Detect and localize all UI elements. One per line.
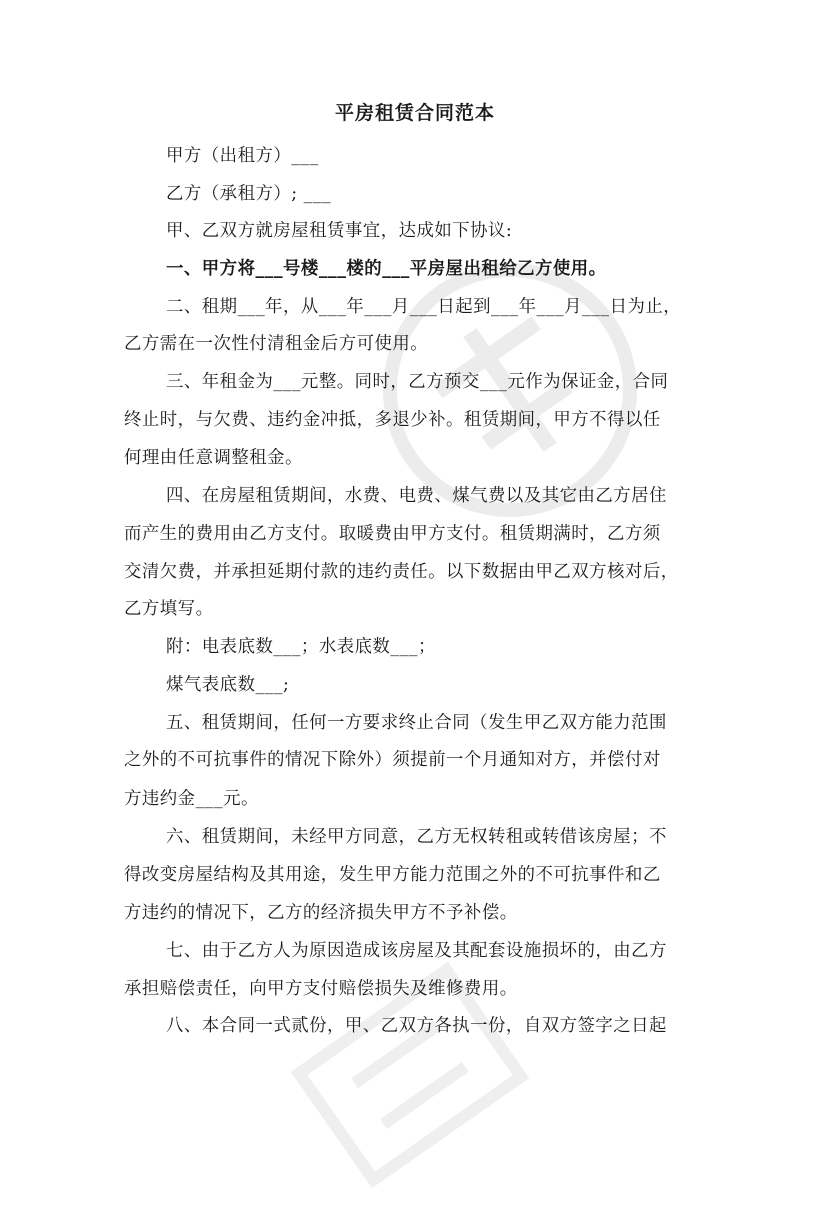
- paragraph-line: 四、在房屋租赁期间，水费、电费、煤气费以及其它由乙方居住: [166, 486, 667, 506]
- paragraph-line: 八、本合同一式贰份，甲、乙双方各执一份，自双方签字之日起: [166, 1016, 667, 1036]
- paragraph-line: 承担赔偿责任，向甲方支付赔偿损失及维修费用。: [124, 979, 518, 999]
- paragraph-line: 煤气表底数___;: [166, 675, 290, 695]
- page-title: 平房租赁合同范本: [334, 102, 495, 124]
- paragraph-line: 乙方需在一次性付清租金后方可使用。: [124, 334, 429, 354]
- paragraph-line: 方违约的情况下，乙方的经济损失甲方不予补偿。: [124, 903, 518, 923]
- paragraph-line: 而产生的费用由乙方支付。取暖费由甲方支付。租赁期满时，乙方须: [124, 524, 661, 544]
- paragraph-line: 六、租赁期间，未经甲方同意，乙方无权转租或转借该房屋；不: [166, 827, 667, 847]
- paragraph-line: 终止时，与欠费、违约金冲抵，多退少补。租赁期间，甲方不得以任: [124, 410, 661, 430]
- paragraph-line: 五、租赁期间，任何一方要求终止合同（发生甲乙双方能力范围: [166, 713, 667, 733]
- paragraph-line: 何理由任意调整租金。: [124, 448, 303, 468]
- paragraph-line: 得改变房屋结构及其用途，发生甲方能力范围之外的不可抗事件和乙: [124, 865, 661, 885]
- paragraph-line: 之外的不可抗事件的情况下除外）须提前一个月通知对方，并偿付对: [124, 750, 661, 770]
- paragraph-line: 三、年租金为___元整。同时，乙方预交___元作为保证金，合同: [166, 372, 669, 392]
- paragraph-line: 交清欠费，并承担延期付款的违约责任。以下数据由甲乙双方核对后，: [124, 562, 679, 582]
- paragraph-line: 二、租期___年，从___年___月___日起到___年___月___日为止，: [166, 297, 682, 317]
- paragraph-line: 方违约金___元。: [124, 789, 259, 809]
- paragraph-line: 乙方（承租方）; ___: [166, 184, 332, 204]
- paragraph-line: 一、甲方将___号楼___楼的___平房屋出租给乙方使用。: [166, 259, 607, 279]
- paragraph-line: 附：电表底数___；水表底数___；: [166, 637, 436, 657]
- paragraph-line: 七、由于乙方人为原因造成该房屋及其配套设施损坏的，由乙方: [166, 941, 667, 961]
- paragraph-line: 甲、乙双方就房屋租赁事宜，达成如下协议:: [166, 221, 513, 241]
- paragraph-line: 乙方填写。: [124, 599, 214, 619]
- paragraph-line: 甲方（出租方）___: [166, 146, 319, 166]
